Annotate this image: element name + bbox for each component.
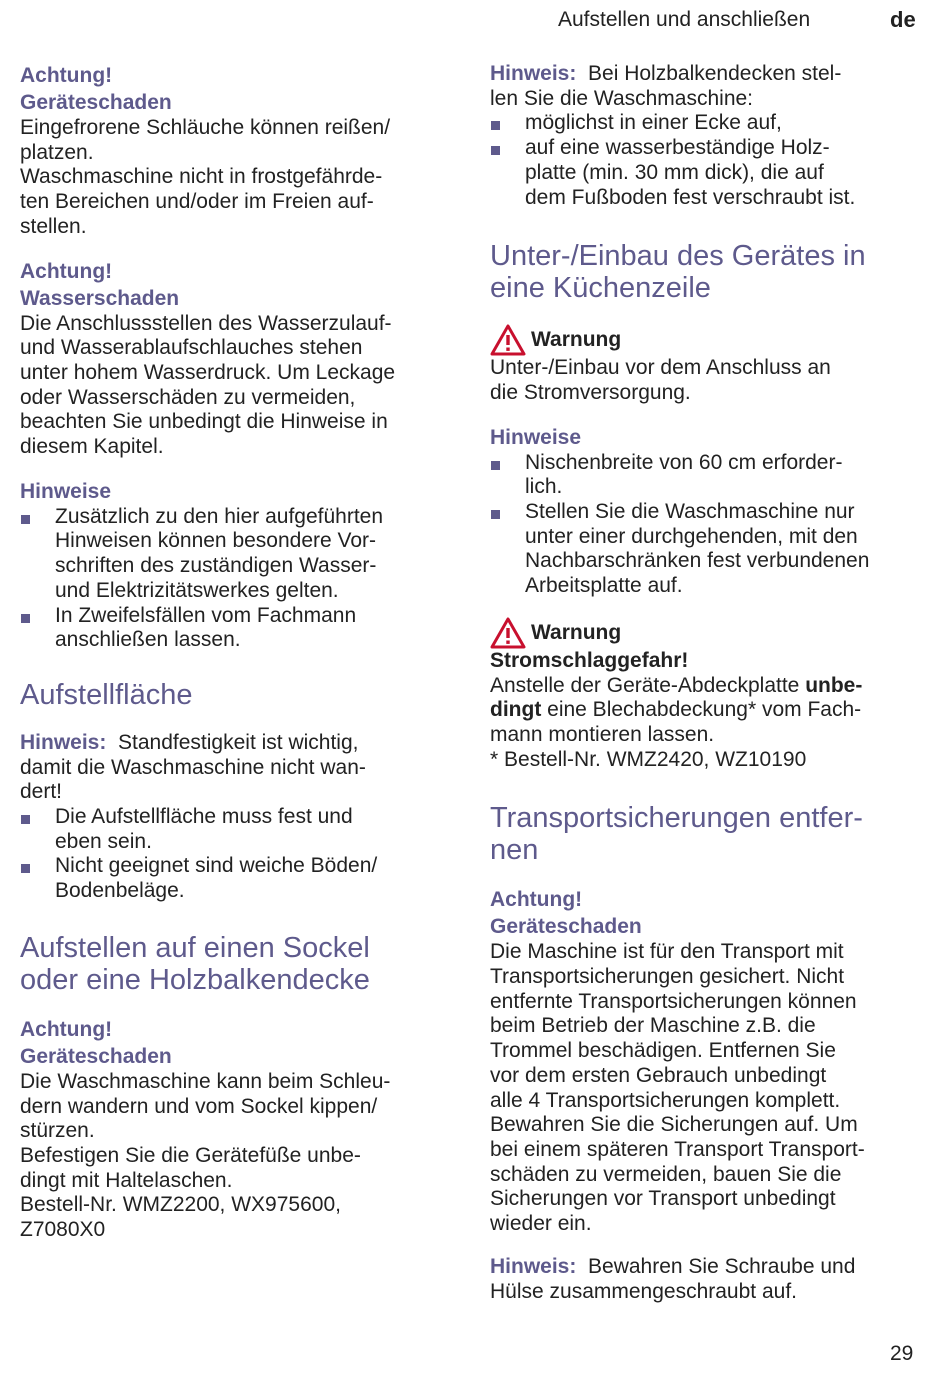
text-line: die Stromversorgung. (490, 380, 691, 404)
notice-text (20, 1070, 450, 1243)
text-line: bei einem späteren Transport Transport- (490, 1137, 865, 1161)
text-span: Bei Holzbalkendecken stel- (588, 62, 842, 85)
text-line: Bewahren Sie die Sicherungen auf. Um (490, 1113, 858, 1137)
text-line: Die Anschlussstellen des Wasserzulauf- (20, 311, 392, 335)
text-line: oder Wasserschäden zu vermeiden, (20, 385, 356, 409)
bullet-square-icon (21, 614, 30, 623)
text-line: eben sein. (55, 829, 152, 853)
text-line: In Zweifelsfällen vom Fachmann (55, 603, 357, 627)
text-line: dem Fußboden fest verschraubt ist. (525, 185, 856, 209)
text-span: Standfestigkeit ist wichtig, (118, 730, 359, 754)
text-line: dert! (20, 780, 63, 804)
text-line: Eingefrorene Schläuche können reißen/ (20, 116, 391, 139)
bullet-square-icon (491, 510, 500, 519)
notice-label-geraeteschaden: Geräteschaden (490, 915, 642, 939)
text-line: und Elektrizitätswerkes gelten. (55, 578, 339, 602)
text-line: Z7080X0 (20, 1218, 106, 1242)
list-item (490, 451, 925, 500)
text-line: platzen. (20, 140, 94, 164)
heading-line: Aufstellen auf einen Sockel (20, 931, 370, 964)
language-code: de (890, 7, 916, 32)
text-span: eine Blechabdeckung* vom Fach- (541, 698, 862, 722)
text-line: alle 4 Transportsicherungen komplett. (490, 1088, 841, 1112)
text-line: und Wasserablaufschlauches stehen (20, 336, 363, 360)
notice-label-achtung: Achtung! (490, 888, 583, 912)
hinweise-block (20, 478, 450, 653)
hinweise-label: Hinweise (20, 479, 112, 503)
text-line: Transportsicherungen gesichert. Nicht (490, 965, 845, 989)
bullet-list (490, 111, 925, 210)
running-header: Aufstellen und anschließen (558, 8, 811, 31)
list-item (490, 500, 925, 599)
section-sockel (20, 932, 450, 1243)
text-line: beim Betrieb der Maschine z.B. die (490, 1014, 816, 1038)
text-line: möglichst in einer Ecke auf, (525, 111, 782, 135)
list-item (20, 604, 450, 653)
heading-line: Transportsicherungen entfer- (490, 802, 863, 835)
text-line: Nachbarschränken fest verbundenen (525, 549, 870, 573)
text-line: stellen. (20, 214, 87, 238)
bullet-square-icon (21, 515, 30, 524)
text-line: schäden zu vermeiden, bauen Sie die (490, 1162, 842, 1186)
text-line: entfernte Transportsicherungen können (490, 989, 857, 1013)
text-line: Hinweisen können besondere Vor- (55, 529, 377, 553)
bullet-square-icon (491, 461, 500, 470)
text-line: unter hohem Wasserdruck. Um Leckage (20, 360, 396, 384)
text-span: Anstelle der Geräte-Abdeckplatte (490, 673, 806, 697)
page-number: 29 (890, 1342, 914, 1365)
warning-label: Warnung (531, 328, 622, 352)
notice-label-wasserschaden: Wasserschaden (20, 286, 180, 310)
text-line: Die Waschmaschine kann beim Schleu- (20, 1069, 391, 1093)
text-line: lich. (525, 475, 563, 499)
hinweis-label: Hinweis: (20, 730, 107, 754)
text-line: Die Maschine ist für den Transport mit (490, 940, 844, 964)
notice-label-achtung: Achtung! (20, 64, 113, 87)
section-heading (490, 802, 925, 866)
text-line: Bodenbeläge. (55, 879, 185, 903)
bullet-list (20, 505, 450, 653)
text-line: Bestell-Nr. WMZ2200, WX975600, (20, 1193, 341, 1217)
warning-text (490, 356, 925, 405)
text-line: Die Aufstellfläche muss fest und (55, 805, 353, 829)
text-line: Waschmaschine nicht in frostgefährde- (20, 165, 383, 189)
section-aufstellflaeche (20, 679, 450, 904)
text-line: stürzen. (20, 1119, 95, 1143)
notice-label-achtung: Achtung! (20, 259, 113, 283)
text-line: Befestigen Sie die Gerätefüße unbe- (20, 1143, 361, 1167)
hinweise-label: Hinweise (490, 425, 582, 449)
hinweis-label: Hinweis: (490, 62, 577, 85)
hinweis-label: Hinweis: (490, 1254, 577, 1278)
list-item (20, 805, 450, 854)
left-column (20, 62, 450, 1243)
text-line: * Bestell-Nr. WMZ2420, WZ10190 (490, 747, 807, 771)
text-line: dern wandern und vom Sockel kippen/ (20, 1094, 378, 1118)
section-transport (490, 802, 925, 1304)
bullet-list (20, 805, 450, 904)
notice-label-geraeteschaden: Geräteschaden (20, 1044, 172, 1068)
list-item (20, 505, 450, 604)
bullet-square-icon (21, 864, 30, 873)
notice-label-achtung: Achtung! (20, 1017, 113, 1041)
notice-wasserschaden (20, 258, 450, 460)
text-line: mann montieren lassen. (490, 722, 715, 746)
text-line: Zusätzlich zu den hier aufgeführten (55, 504, 384, 528)
text-line: auf eine wasserbeständige Holz- (525, 136, 830, 160)
warning-text (490, 674, 925, 773)
list-item (490, 111, 925, 136)
text-line: wieder ein. (490, 1212, 592, 1236)
text-line: platte (min. 30 mm dick), die auf (525, 160, 824, 184)
text-line: damit die Waschmaschine nicht wan- (20, 755, 366, 779)
heading-line: oder eine Holzbalkendecke (20, 963, 370, 996)
text-line: Trommel beschädigen. Entfernen Sie (490, 1039, 836, 1063)
text-line: vor dem ersten Gebrauch unbedingt (490, 1063, 827, 1087)
text-line: Unter-/Einbau vor dem Anschluss an (490, 356, 831, 380)
text-line: anschließen lassen. (55, 628, 241, 652)
bullet-square-icon (21, 815, 30, 824)
list-item (20, 854, 450, 903)
text-line (490, 698, 925, 723)
warning-triangle-icon (490, 617, 526, 649)
notice-text (20, 312, 450, 460)
text-line: diesem Kapitel. (20, 435, 164, 459)
heading-line: nen (490, 834, 539, 867)
warning-header (490, 324, 925, 356)
text-line (490, 62, 925, 87)
text-span: Bewahren Sie Schraube und (588, 1254, 856, 1278)
right-column (490, 62, 925, 1304)
bullet-square-icon (491, 121, 500, 130)
text-line (20, 731, 450, 756)
section-heading (20, 932, 450, 996)
notice-text (490, 940, 925, 1236)
text-line: Sicherungen vor Transport unbedingt (490, 1187, 836, 1211)
text-line: Nischenbreite von 60 cm erforder- (525, 450, 843, 474)
text-line: dingt mit Haltelaschen. (20, 1168, 233, 1192)
emphasis: dingt (490, 698, 542, 722)
hinweis-paragraph (20, 731, 450, 805)
hinweis-holzbalken (490, 62, 925, 210)
text-line: len Sie die Waschmaschine: (490, 86, 754, 110)
text-line: Arbeitsplatte auf. (525, 574, 683, 598)
notice-frost (20, 62, 450, 240)
section-heading: Aufstellfläche (20, 678, 193, 711)
text-line: Hülse zusammengeschraubt auf. (490, 1279, 797, 1303)
warning-triangle-icon (490, 324, 526, 356)
section-einbau (490, 240, 925, 772)
list-item (490, 136, 925, 210)
warning-header (490, 617, 925, 649)
warning-subtitle: Stromschlaggefahr! (490, 648, 689, 672)
warning-label: Warnung (531, 620, 622, 644)
hinweis-paragraph (490, 62, 925, 111)
hinweis-paragraph (490, 1255, 925, 1304)
text-line (490, 674, 925, 699)
bullet-square-icon (491, 146, 500, 155)
bullet-list (490, 451, 925, 599)
text-line (490, 1255, 925, 1280)
text-line: unter einer durchgehenden, mit den (525, 524, 858, 548)
text-line: ten Bereichen und/oder im Freien auf- (20, 190, 374, 214)
heading-line: Unter-/Einbau des Gerätes in (490, 240, 866, 273)
text-line: Stellen Sie die Waschmaschine nur (525, 500, 855, 524)
text-line: beachten Sie unbedingt die Hinweise in (20, 410, 388, 434)
notice-label-geraeteschaden: Geräteschaden (20, 91, 172, 114)
notice-text (20, 116, 450, 240)
emphasis: unbe- (805, 673, 863, 697)
text-line: Nicht geeignet sind weiche Böden/ (55, 854, 378, 878)
section-heading (490, 240, 925, 304)
text-line: schriften des zuständigen Wasser- (55, 554, 377, 578)
heading-line: eine Küchenzeile (490, 272, 711, 305)
